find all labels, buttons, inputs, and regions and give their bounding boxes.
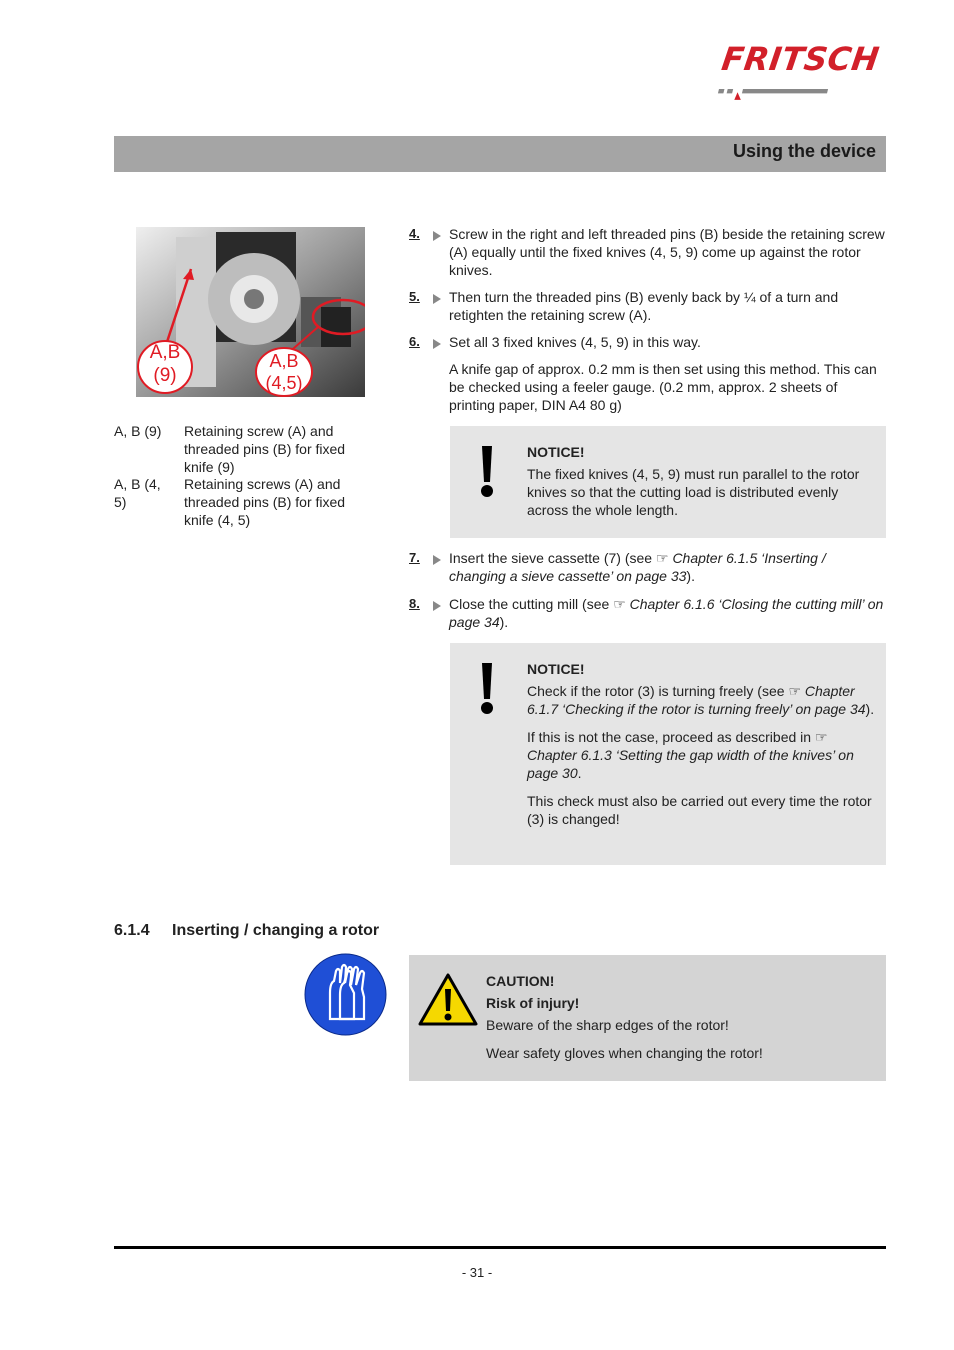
figure-label-ab9: A,B [149,342,181,363]
retaining-screws-figure [136,227,365,397]
step-arrow-icon [433,601,441,611]
step-7 [409,549,887,585]
step-arrow-icon [433,339,441,349]
notice-box [450,426,886,538]
notice-text: . [577,765,582,781]
step-text [449,549,885,585]
hand-pointer-icon: ☞ [655,550,669,566]
step-4 [409,225,887,279]
footer-rule [114,1246,886,1249]
step-extra-text: A knife gap of approx. 0.2 mm is then set using this method. This can be checked using a feeler gauge. (0.2 mm, approx. 2 sheets of printing paper, DIN A4 80 g) [449,361,877,413]
notice-text: ). [865,701,875,717]
step-6 [409,333,887,415]
section-title: Inserting / changing a rotor [172,922,380,939]
legend-key: A, B (4, 5) [114,476,161,510]
logo-text: FRITSCH [719,40,882,78]
hand-pointer-icon: ☞ [814,729,828,745]
step-arrow-icon [433,231,441,241]
legend-item [114,475,364,529]
notice-box [450,643,886,865]
notice-title: NOTICE! [527,444,585,460]
figure-label-ab45: A,B [269,351,299,371]
step-text-pre: Close the cutting mill (see [449,596,614,612]
caution-box [409,955,886,1081]
section-number: 6.1.4 [114,922,150,939]
notice-text: If this is not the case, proceed as described in [527,729,815,745]
notice-paragraph [527,728,877,782]
notice-text: Check if the rotor (3) is turning freely (see [527,683,789,699]
step-text-pre: Insert the sieve cassette (7) (see [449,550,656,566]
step-number: 7. [409,550,420,565]
legend-key: A, B (9) [114,423,162,439]
step-number: 6. [409,334,420,349]
step-text: Set all 3 fixed knives (4, 5, 9) in this way. [449,334,701,350]
page-number: - 31 - [461,1265,493,1280]
caution-subtitle: Risk of injury! [486,995,580,1011]
notice-text: This check must also be carried out every time the rotor (3) is changed! [527,793,872,827]
notice-title: NOTICE! [527,661,585,677]
header-title: Using the device [732,141,876,161]
step-number: 8. [409,596,420,611]
chapter-link[interactable]: Chapter 6.1.6 ‘Closing the cutting mill’ on page 34 [449,596,884,630]
exclamation-icon [480,663,494,715]
step-text [449,595,885,631]
step-text-post: ). [686,568,695,584]
exclamation-icon [480,446,494,498]
step-arrow-icon [433,294,441,304]
notice-paragraph [527,682,877,718]
chapter-link[interactable]: Chapter 6.1.7 ‘Checking if the rotor is turning freely’ on page 34 [527,683,866,717]
step-number: 5. [409,289,420,304]
caution-title: CAUTION! [486,973,555,989]
legend-item [114,422,364,476]
chapter-link[interactable]: Chapter 6.1.5 ‘Inserting / changing a sieve cassette’ on page 33 [449,550,826,584]
caution-text: Beware of the sharp edges of the rotor! [486,1017,729,1033]
logo-bars-icon [672,89,874,101]
legend-value: Retaining screw (A) and threaded pins (B) for fixed knife (9) [184,423,346,475]
section-heading [114,922,379,940]
safety-gloves-icon [304,953,387,1036]
step-arrow-icon [433,555,441,565]
hand-pointer-icon: ☞ [788,683,801,699]
warning-triangle-icon [418,973,478,1026]
caution-text: Wear safety gloves when changing the rotor! [486,1045,763,1061]
figure-label-ab45-num: (4,5) [265,373,303,393]
section-header-bar [114,136,886,172]
step-text: Screw in the right and left threaded pins (B) beside the retaining screw (A) equally until the fixed knives (4, 5, 9) come up against the rotor knives. [449,226,885,278]
legend-value: Retaining screws (A) and threaded pins (B) for fixed knife (4, 5) [184,476,346,528]
notice-text: The fixed knives (4, 5, 9) must run parallel to the rotor knives so that the cutting load is distributed evenly across the whole length. [527,466,860,518]
step-number: 4. [409,226,420,241]
step-8 [409,595,887,631]
step-text: Then turn the threaded pins (B) evenly back by ¼ of a turn and retighten the retaining screw (A). [449,289,839,323]
chapter-link[interactable]: Chapter 6.1.3 ‘Setting the gap width of the knives’ on page 30 [527,747,854,781]
hand-pointer-icon: ☞ [613,596,626,612]
step-text-post: ). [499,614,509,630]
figure-label-ab9-num: (9) [153,365,177,386]
step-5 [409,288,887,324]
